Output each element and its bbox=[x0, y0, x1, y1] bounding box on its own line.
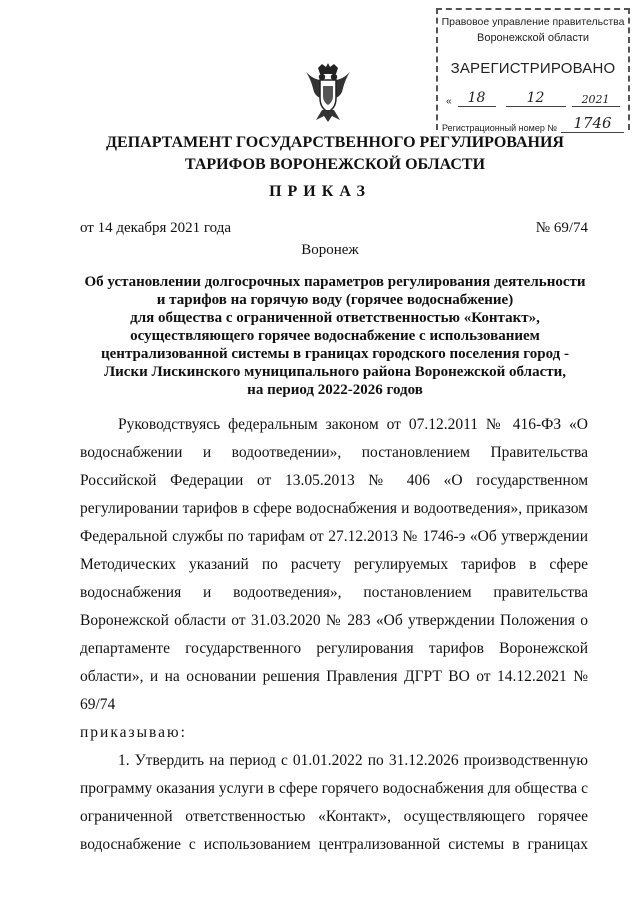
registration-stamp bbox=[436, 8, 630, 133]
subject-line: Лиски Лискинского муниципального района Воронежской области, bbox=[103, 364, 567, 380]
stamp-reg-label: Регистрационный номер № bbox=[442, 123, 558, 133]
department-name-line2: ТАРИФОВ ВОРОНЕЖСКОЙ ОБЛАСТИ bbox=[184, 156, 486, 173]
stamp-date bbox=[446, 90, 620, 107]
subject-line: осуществляющего горячее водоснабжение с использованием bbox=[130, 328, 540, 344]
document-date: от 14 декабря 2021 года bbox=[80, 220, 232, 236]
date-number-row bbox=[80, 220, 588, 237]
stamp-date-year: 2021 bbox=[572, 93, 620, 107]
stamp-date-day: 18 bbox=[458, 90, 496, 107]
coat-of-arms-icon bbox=[302, 62, 354, 124]
document-subject bbox=[70, 273, 600, 399]
document-number: № 69/74 bbox=[535, 220, 588, 236]
stamp-reg-number: 1746 bbox=[561, 114, 624, 133]
subject-line: для общества с ограниченной ответственностью «Контакт», bbox=[130, 310, 540, 326]
item-1-paragraph: 1. Утвердить на период с 01.01.2022 по 31.12.2026 производственную программу оказания услуги в сфере горячего водоснабжения для общества с ограниченной ответственностью «Контакт», осуществляющего горячее водоснабжение с использованием централизованной системы в границах bbox=[80, 752, 588, 853]
document-city: Воронеж bbox=[301, 242, 359, 258]
stamp-registered-label: ЗАРЕГИСТРИРОВАНО bbox=[450, 60, 616, 77]
subject-line: централизованной системы в границах городского поселения город - bbox=[101, 346, 569, 362]
stamp-reg-number-row bbox=[442, 114, 624, 133]
decree-word: приказываю: bbox=[80, 724, 187, 741]
stamp-date-month: 12 bbox=[506, 90, 566, 107]
document-type-title: ПРИКАЗ bbox=[269, 183, 371, 200]
department-name-line1: ДЕПАРТАМЕНТ ГОСУДАРСТВЕННОГО РЕГУЛИРОВАНИЯ bbox=[106, 134, 564, 151]
stamp-authority-line: Правовое управление правительства bbox=[441, 16, 625, 28]
department-header bbox=[80, 132, 590, 176]
subject-line: Об установлении долгосрочных параметров регулирования деятельности bbox=[84, 274, 586, 290]
subject-line: на период 2022-2026 годов bbox=[247, 382, 423, 398]
preamble-paragraph: Руководствуясь федеральным законом от 07.12.2011 № 416-ФЗ «О водоснабжении и водоотведении», постановлением Правительства Российской Федерации от 13.05.2013 № 406 «О государственном регулировании тарифов в сфере водоснабжения и водоотведения», приказом Федеральной службы по тарифам от 27.12.2013 № 1746-э «Об утверждении Методических указаний по расчету регулируемых тарифов в сфере водоснабжения и водоотведения», постановлением правительства Воронежской области от 31.03.2020 № 283 «Об утверждении Положения о департаменте государственного регулирования тарифов Воронежской области», и на основании решения Правления ДГРТ ВО от 14.12.2021 № 69/74 bbox=[80, 416, 588, 713]
subject-line: и тарифов на горячую воду (горячее водоснабжение) bbox=[156, 292, 514, 308]
stamp-date-prefix: « bbox=[446, 96, 452, 107]
document-body bbox=[80, 411, 588, 859]
stamp-region-line: Воронежской области bbox=[476, 32, 589, 44]
